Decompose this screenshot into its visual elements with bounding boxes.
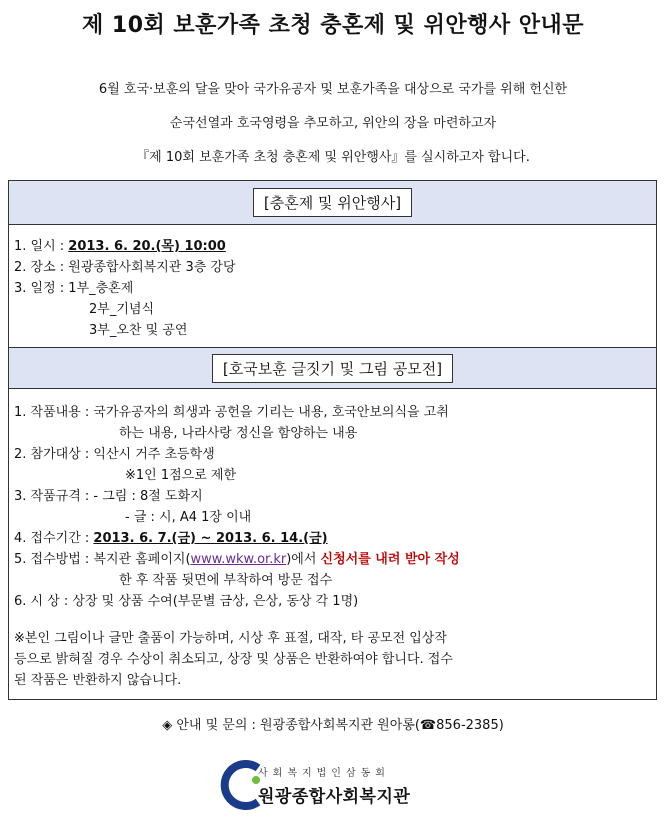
schedule-item: 2부_기념식 [89, 302, 155, 317]
contest-target: 2. 참가대상 : 익산시 거주 초등학생 [14, 447, 215, 462]
intro-line-1: 6월 호국·보훈의 달을 맞아 국가유공자 및 보훈가족을 대상으로 국가를 위해 헌신한 [98, 82, 568, 97]
org-name: 원광종합사회복지관 [258, 787, 411, 807]
contact-info: ◈ 안내 및 문의 : 원광종합사회복지관 원아롱(☎856-2385) [162, 718, 504, 733]
contest-note-cont: 등으로 밝혀질 경우 수상이 취소되고, 상장 및 상품은 반환하여야 합니다. 접수 [14, 652, 453, 667]
intro-line-3: 『제 10회 보훈가족 초청 충혼제 및 위안행사』를 실시하고자 합니다. [136, 150, 530, 165]
contest-spec-text: - 글 : 시, A4 1장 이내 [125, 510, 252, 525]
contest-spec: 3. 작품규격 : - 그림 : 8절 도화지 [14, 489, 203, 504]
contest-award: 6. 시 상 : 상장 및 상품 수여(부문별 금상, 은상, 동상 각 1명) [14, 594, 359, 609]
contest-method: 5. 접수방법 : 복지관 홈페이지(www.wkw.or.kr)에서 신청서를 내려 받아 작성 [14, 552, 460, 567]
org-subtitle: 사회복지법인삼동회 [258, 768, 390, 779]
contest-period: 4. 접수기간 : 2013. 6. 7.(금) ~ 2013. 6. 14.(금) [14, 531, 328, 546]
contest-note-end: 된 작품은 반환하지 않습니다. [14, 673, 182, 688]
page-title: 제 10회 보훈가족 초청 충혼제 및 위안행사 안내문 [81, 13, 585, 38]
event-place: 2. 장소 : 원광종합사회복지관 3층 강당 [14, 260, 236, 275]
org-logo [218, 756, 458, 814]
event-date: 1. 일시 : 2013. 6. 20.(목) 10:00 [14, 239, 226, 254]
contest-content-cont: 하는 내용, 나라사랑 정신을 함양하는 내용 [119, 426, 358, 441]
section1-heading: [충혼제 및 위안행사] [253, 188, 412, 217]
contest-method-cont: 한 후 작품 뒷면에 부착하여 방문 접수 [119, 573, 333, 588]
contest-content: 1. 작품내용 : 국가유공자의 희생과 공헌을 기리는 내용, 호국안보의식을 고취 [14, 405, 449, 420]
intro-line-2: 순국선열과 호국영령을 추모하고, 위안의 장을 마련하고자 [169, 116, 497, 131]
homepage-link[interactable]: www.wkw.or.kr [190, 552, 287, 567]
section2-band [9, 347, 656, 389]
schedule-item: 1부_충혼제 [68, 281, 134, 296]
contest-target-note: ※1인 1점으로 제한 [125, 468, 237, 483]
event-schedule: 3. 일정 : 1부_충혼제 [14, 281, 134, 296]
section2-heading: [호국보훈 글짓기 및 그림 공모전] [212, 354, 453, 383]
notice-frame [8, 180, 657, 700]
schedule-item: 3부_오찬 및 공연 [89, 323, 188, 338]
contest-note: ※본인 그림이나 글만 출품이 가능하며, 시상 후 표절, 대작, 타 공모전 입상작 [14, 631, 447, 646]
section1-band [9, 181, 656, 225]
